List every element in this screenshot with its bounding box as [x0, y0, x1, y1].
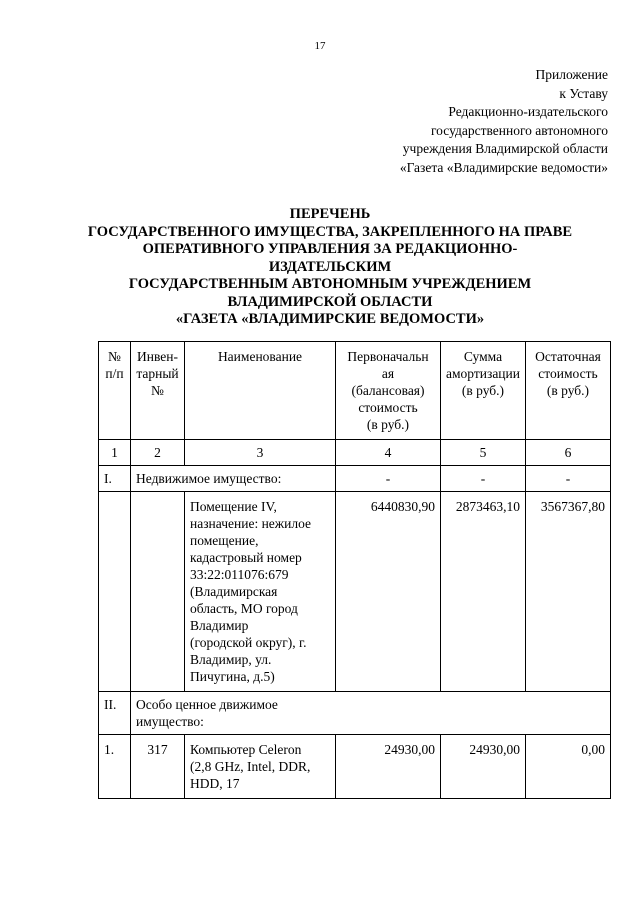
row-residual-value: 3567367,80 — [525, 492, 610, 692]
column-number: 6 — [525, 440, 610, 466]
header-inventory-number: Инвен- тарный № — [131, 342, 185, 440]
row-name: Помещение IV, назначение: нежилое помещение, кадастровый номер 33:22:011076:679 (Владимирская область, МО город Владимир (городской округ), г. Владимир, ул. Пичугина, д.5) — [185, 492, 336, 692]
section-row-movable-property — [99, 692, 611, 735]
section-residual-value: - — [525, 466, 610, 492]
row-residual-value: 0,00 — [525, 735, 610, 799]
title-line: ГОСУДАРСТВЕННЫМ АВТОНОМНЫМ УЧРЕЖДЕНИЕМ — [128, 276, 532, 292]
section-title: Особо ценное движимое имущество: — [131, 692, 611, 735]
annex-line: «Газета «Владимирские ведомости» — [399, 159, 608, 175]
annex-line: государственного автономного — [430, 122, 608, 138]
row-initial-cost: 24930,00 — [336, 735, 441, 799]
table-row — [99, 492, 611, 692]
title-line: ГОСУДАРСТВЕННОГО ИМУЩЕСТВА, ЗАКРЕПЛЕННОГО НА ПРАВЕ — [87, 223, 573, 240]
column-number: 1 — [99, 440, 131, 466]
title-line: ИЗДАТЕЛЬСКИМ — [268, 258, 392, 275]
annex-line: Редакционно-издательского — [448, 104, 608, 119]
section-row-real-estate — [99, 466, 611, 492]
column-number-row — [99, 440, 611, 466]
column-number: 4 — [336, 440, 441, 466]
row-inventory-number — [131, 492, 185, 692]
annex-line: к Уставу — [559, 85, 608, 101]
page-number: 17 — [314, 40, 326, 52]
table-row — [99, 735, 611, 799]
row-initial-cost: 6440830,90 — [336, 492, 441, 692]
annex-line: Приложение — [535, 67, 608, 82]
row-number: 1. — [99, 735, 131, 799]
row-amortization: 24930,00 — [441, 735, 526, 799]
column-number: 5 — [441, 440, 526, 466]
annex-line: учреждения Владимирской области — [402, 141, 608, 156]
header-residual-value: Остаточная стоимость (в руб.) — [525, 342, 610, 440]
header-initial-cost: Первоначальн ая (балансовая) стоимость (в руб.) — [336, 342, 441, 440]
title-line: «ГАЗЕТА «ВЛАДИМИРСКИЕ ВЕДОМОСТИ» — [175, 311, 485, 327]
table-header-row — [99, 342, 611, 440]
header-amortization: Сумма амортизации (в руб.) — [441, 342, 526, 440]
header-num: № п/п — [99, 342, 131, 440]
row-name: Компьютер Celeron (2,8 GHz, Intel, DDR, HDD, 17 — [185, 735, 336, 799]
column-number: 2 — [131, 440, 185, 466]
title-line: ВЛАДИМИРСКОЙ ОБЛАСТИ — [227, 293, 433, 310]
title-line: ПЕРЕЧЕНЬ — [289, 206, 371, 222]
row-inventory-number: 317 — [131, 735, 185, 799]
section-number: II. — [99, 692, 131, 735]
annex-heading — [400, 66, 608, 177]
section-number: I. — [99, 466, 131, 492]
section-initial-cost: - — [336, 466, 441, 492]
row-amortization: 2873463,10 — [441, 492, 526, 692]
section-title: Недвижимое имущество: — [131, 466, 336, 492]
column-number: 3 — [185, 440, 336, 466]
header-name: Наименование — [185, 342, 336, 440]
title-line: ОПЕРАТИВНОГО УПРАВЛЕНИЯ ЗА РЕДАКЦИОННО- — [142, 241, 518, 257]
document-title — [60, 206, 600, 329]
property-table — [98, 341, 611, 799]
row-number — [99, 492, 131, 692]
section-amortization: - — [441, 466, 526, 492]
